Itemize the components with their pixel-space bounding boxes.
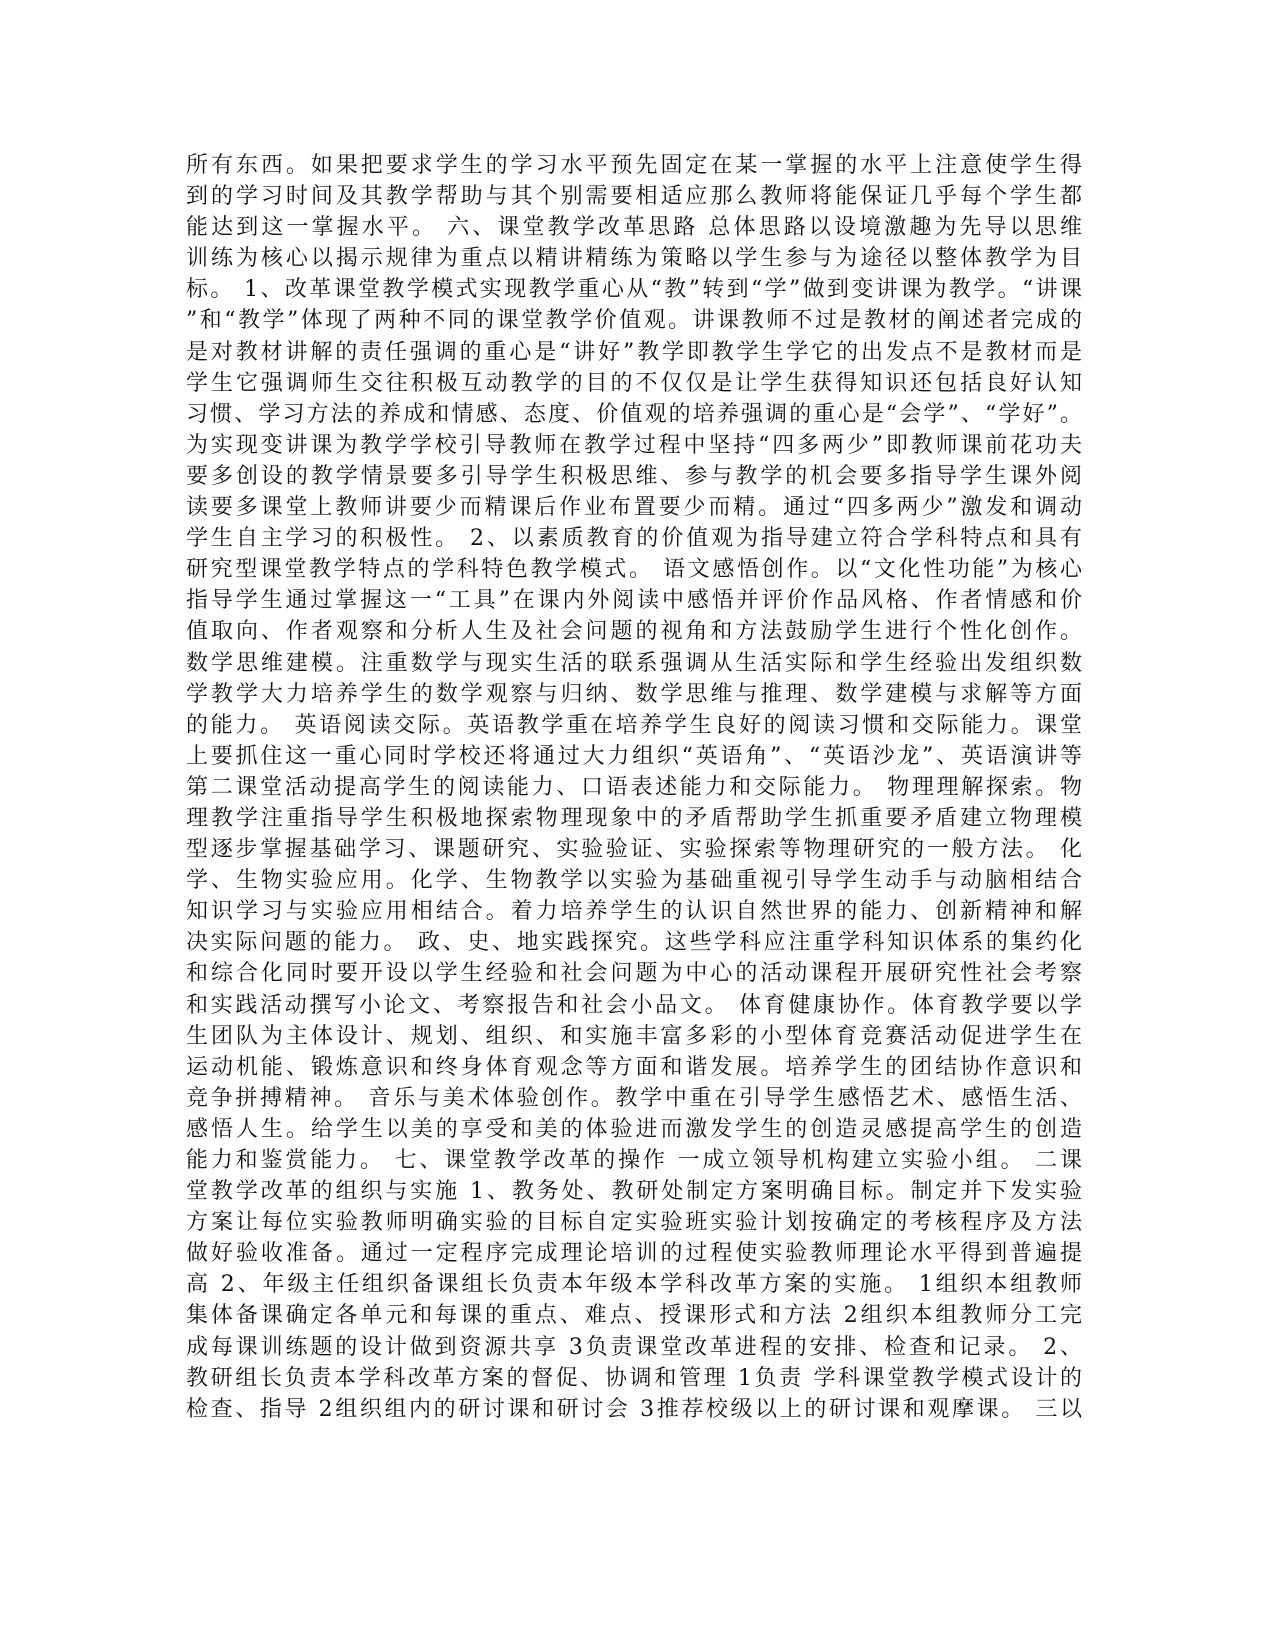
text-line: 检查、指导 2组织组内的研讨课和研讨会 3推荐校级以上的研讨课和观摩课。 三以 bbox=[186, 1396, 1085, 1422]
text-line: 生团队为主体设计、规划、组织、和实施丰富多彩的小型体育竞赛活动促进学生在 bbox=[186, 1023, 1085, 1049]
text-line: 学生自主学习的积极性。 2、以素质教育的价值观为指导建立符合学科特点和具有 bbox=[186, 526, 1085, 552]
text-line: 的能力。 英语阅读交际。英语教学重在培养学生良好的阅读习惯和交际能力。课堂 bbox=[186, 712, 1085, 738]
text-line: 高 2、年级主任组织备课组长负责本年级本学科改革方案的实施。 1组织本组教师 bbox=[186, 1272, 1085, 1298]
text-line: 学、生物实验应用。化学、生物教学以实验为基础重视引导学生动手与动脑相结合 bbox=[186, 868, 1085, 894]
text-line: 为实现变讲课为教学学校引导教师在教学过程中坚持“四多两少”即教师课前花功夫 bbox=[186, 432, 1085, 458]
text-line: 知识学习与实验应用相结合。着力培养学生的认识自然世界的能力、创新精神和解 bbox=[186, 899, 1085, 925]
text-line: 理教学注重指导学生积极地探索物理现象中的矛盾帮助学生抓重要矛盾建立物理模 bbox=[186, 805, 1085, 831]
text-line: 研究型课堂教学特点的学科特色教学模式。 语文感悟创作。以“文化性功能”为核心 bbox=[186, 557, 1085, 583]
text-line: 教研组长负责本学科改革方案的督促、协调和管理 1负责 学科课堂教学模式设计的 bbox=[186, 1365, 1085, 1391]
text-line: 集体备课确定各单元和每课的重点、难点、授课形式和方法 2组织本组教师分工完 bbox=[186, 1303, 1085, 1329]
text-line: 决实际问题的能力。 政、史、地实践探究。这些学科应注重学科知识体系的集约化 bbox=[186, 930, 1085, 956]
text-line: 是对教材讲解的责任强调的重心是“讲好”教学即教学生学它的出发点不是教材而是 bbox=[186, 339, 1085, 365]
text-line: 能力和鉴赏能力。 七、课堂教学改革的操作 一成立领导机构建立实验小组。 二课 bbox=[186, 1148, 1085, 1173]
text-line: ”和“教学”体现了两种不同的课堂教学价值观。讲课教师不过是教材的阐述者完成的 bbox=[186, 308, 1085, 334]
text-line: 和实践活动撰写小论文、考察报告和社会小品文。 体育健康协作。体育教学要以学 bbox=[186, 992, 1085, 1018]
text-line: 标。 1、改革课堂教学模式实现教学重心从“教”转到“学”做到变讲课为教学。“讲课 bbox=[186, 277, 1085, 303]
text-line: 能达到这一掌握水平。 六、课堂教学改革思路 总体思路以设境激趣为先导以思维 bbox=[186, 215, 1086, 241]
text-line: 所有东西。如果把要求学生的学习水平预先固定在某一掌握的水平上注意使学生得 bbox=[186, 153, 1085, 178]
text-line: 值取向、作者观察和分析人生及社会问题的视角和方法鼓励学生进行个性化创作。 bbox=[186, 619, 1085, 645]
text-line: 竞争拼搏精神。 音乐与美术体验创作。教学中重在引导学生感悟艺术、感悟生活、 bbox=[186, 1085, 1085, 1111]
text-line: 堂教学改革的组织与实施 1、教务处、教研处制定方案明确目标。制定并下发实验 bbox=[186, 1179, 1085, 1205]
text-line: 做好验收准备。通过一定程序完成理论培训的过程使实验教师理论水平得到普遍提 bbox=[186, 1241, 1085, 1267]
text-line: 学生它强调师生交往积极互动教学的目的不仅仅是让学生获得知识还包括良好认知 bbox=[186, 370, 1085, 396]
text-line: 运动机能、锻炼意识和终身体育观念等方面和谐发展。培养学生的团结协作意识和 bbox=[186, 1054, 1085, 1080]
text-line: 要多创设的教学情景要多引导学生积极思维、参与教学的机会要多指导学生课外阅 bbox=[186, 463, 1085, 489]
text-line: 和综合化同时要开设以学生经验和社会问题为中心的活动课程开展研究性社会考察 bbox=[186, 961, 1085, 987]
text-line: 型逐步掌握基础学习、课题研究、实验验证、实验探索等物理研究的一般方法。 化 bbox=[186, 837, 1085, 863]
text-line: 到的学习时间及其教学帮助与其个别需要相适应那么教师将能保证几乎每个学生都 bbox=[186, 184, 1085, 210]
text-line: 成每课训练题的设计做到资源共享 3负责课堂改革进程的安排、检查和记录。 2、 bbox=[186, 1334, 1085, 1360]
text-line: 第二课堂活动提高学生的阅读能力、口语表述能力和交际能力。 物理理解探索。物 bbox=[186, 774, 1085, 800]
text-line: 方案让每位实验教师明确实验的目标自定实验班实验计划按确定的考核程序及方法 bbox=[186, 1210, 1085, 1236]
text-line: 上要抓住这一重心同时学校还将通过大力组织“英语角”、“英语沙龙”、英语演讲等 bbox=[186, 743, 1085, 769]
body-text bbox=[186, 150, 1086, 1425]
text-line: 指导学生通过掌握这一“工具”在课内外阅读中感悟并评价作品风格、作者情感和价 bbox=[186, 588, 1085, 614]
text-line: 训练为核心以揭示规律为重点以精讲精练为策略以学生参与为途径以整体教学为目 bbox=[186, 246, 1085, 272]
text-line: 数学思维建模。注重数学与现实生活的联系强调从生活实际和学生经验出发组织数 bbox=[186, 650, 1085, 676]
text-line: 习惯、学习方法的养成和情感、态度、价值观的培养强调的重心是“会学”、“学好”。 bbox=[186, 401, 1085, 427]
text-line: 感悟人生。给学生以美的享受和美的体验进而激发学生的创造灵感提高学生的创造 bbox=[186, 1116, 1085, 1142]
text-line: 学教学大力培养学生的数学观察与归纳、数学思维与推理、数学建模与求解等方面 bbox=[186, 681, 1085, 707]
text-line: 读要多课堂上教师讲要少而精课后作业布置要少而精。通过“四多两少”激发和调动 bbox=[186, 495, 1085, 521]
